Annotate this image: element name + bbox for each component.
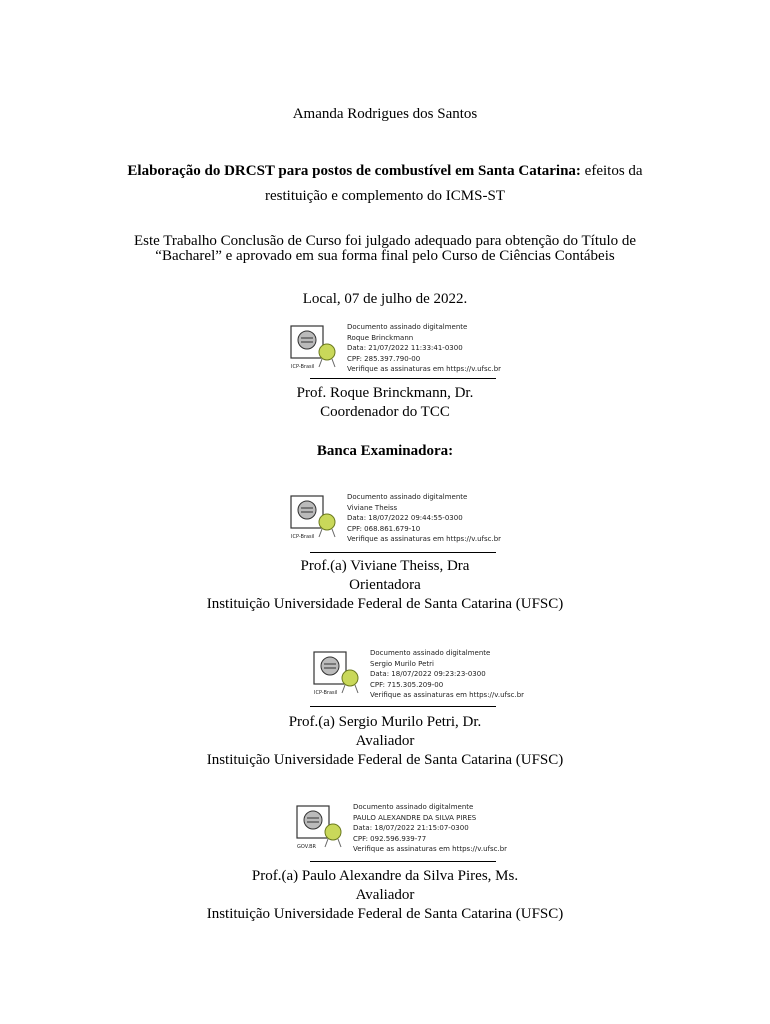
- signature-date: Data: 21/07/2022 11:33:41-0300: [347, 344, 463, 352]
- signature-line-member-1: [310, 552, 496, 553]
- signature-verify: Verifique as assinaturas em https://v.ufsc.br: [370, 691, 525, 699]
- signature-date: Data: 18/07/2022 09:23:23-0300: [370, 670, 486, 678]
- signature-date: Data: 18/07/2022 09:44:55-0300: [347, 514, 463, 522]
- signature-cpf: CPF: 285.397.790-00: [347, 354, 421, 363]
- signature-seal-icon: [295, 802, 345, 850]
- place-date: Local, 07 de julho de 2022.: [302, 291, 468, 307]
- signature-signer: Roque Brinckmann: [347, 333, 414, 342]
- board-heading: Banca Examinadora:: [316, 443, 454, 459]
- thesis-title-line-1: [0, 163, 770, 180]
- member-3-role: Avaliador: [355, 887, 415, 903]
- signature-cpf: CPF: 068.861.679-10: [347, 524, 421, 533]
- signature-line-coordinator: [310, 378, 496, 379]
- member-2-role: Avaliador: [355, 733, 415, 749]
- member-3-name: Prof.(a) Paulo Alexandre da Silva Pires, Ms.: [251, 868, 519, 884]
- member-2-name: Prof.(a) Sergio Murilo Petri, Dr.: [288, 714, 482, 730]
- signature-date: Data: 18/07/2022 21:15:07-0300: [353, 824, 469, 832]
- signature-verify: Verifique as assinaturas em https://v.ufsc.br: [347, 535, 502, 543]
- approval-line-1: Este Trabalho Conclusão de Curso foi julgado adequado para obtenção do Título de: [133, 233, 637, 249]
- member-3-institution: Instituição Universidade Federal de Santa Catarina (UFSC): [206, 906, 564, 922]
- signature-verify: Verifique as assinaturas em https://v.ufsc.br: [347, 365, 502, 373]
- coordinator-name: Prof. Roque Brinckmann, Dr.: [296, 385, 474, 401]
- signature-signer: PAULO ALEXANDRE DA SILVA PIRES: [353, 813, 477, 822]
- author-name: Amanda Rodrigues dos Santos: [292, 106, 478, 122]
- signature-badge: ICP-Brasil: [291, 364, 315, 370]
- signature-badge: ICP-Brasil: [314, 690, 338, 696]
- signature-signer: Sergio Murilo Petri: [370, 659, 434, 668]
- approval-line-2: “Bacharel” e aprovado em sua forma final pelo Curso de Ciências Contábeis: [155, 248, 615, 264]
- signature-header: Documento assinado digitalmente: [353, 803, 474, 811]
- signature-header: Documento assinado digitalmente: [347, 493, 468, 501]
- signature-seal-icon: [312, 648, 362, 696]
- member-1-role: Orientadora: [349, 577, 421, 593]
- member-1-institution: Instituição Universidade Federal de Santa Catarina (UFSC): [206, 596, 564, 612]
- signature-verify: Verifique as assinaturas em https://v.ufsc.br: [353, 845, 508, 853]
- signature-badge: GOV.BR: [297, 844, 316, 850]
- thesis-title-rest: efeitos da: [580, 163, 643, 179]
- coordinator-role: Coordenador do TCC: [320, 404, 450, 420]
- member-2-institution: Instituição Universidade Federal de Santa Catarina (UFSC): [206, 752, 564, 768]
- thesis-title-line-2: restituição e complemento do ICMS-ST: [265, 188, 505, 204]
- signature-seal-icon: [289, 322, 339, 370]
- signature-cpf: CPF: 715.305.209-00: [370, 680, 444, 689]
- thesis-title-bold: Elaboração do DRCST para postos de combustível em Santa Catarina:: [127, 163, 581, 179]
- signature-seal-icon: [289, 492, 339, 540]
- signature-badge: ICP-Brasil: [291, 534, 315, 540]
- member-1-name: Prof.(a) Viviane Theiss, Dra: [300, 558, 470, 574]
- signature-line-member-3: [310, 861, 496, 862]
- signature-line-member-2: [310, 706, 496, 707]
- signature-header: Documento assinado digitalmente: [370, 649, 491, 657]
- signature-header: Documento assinado digitalmente: [347, 323, 468, 331]
- signature-cpf: CPF: 092.596.939-77: [353, 834, 427, 843]
- signature-signer: Viviane Theiss: [347, 503, 398, 512]
